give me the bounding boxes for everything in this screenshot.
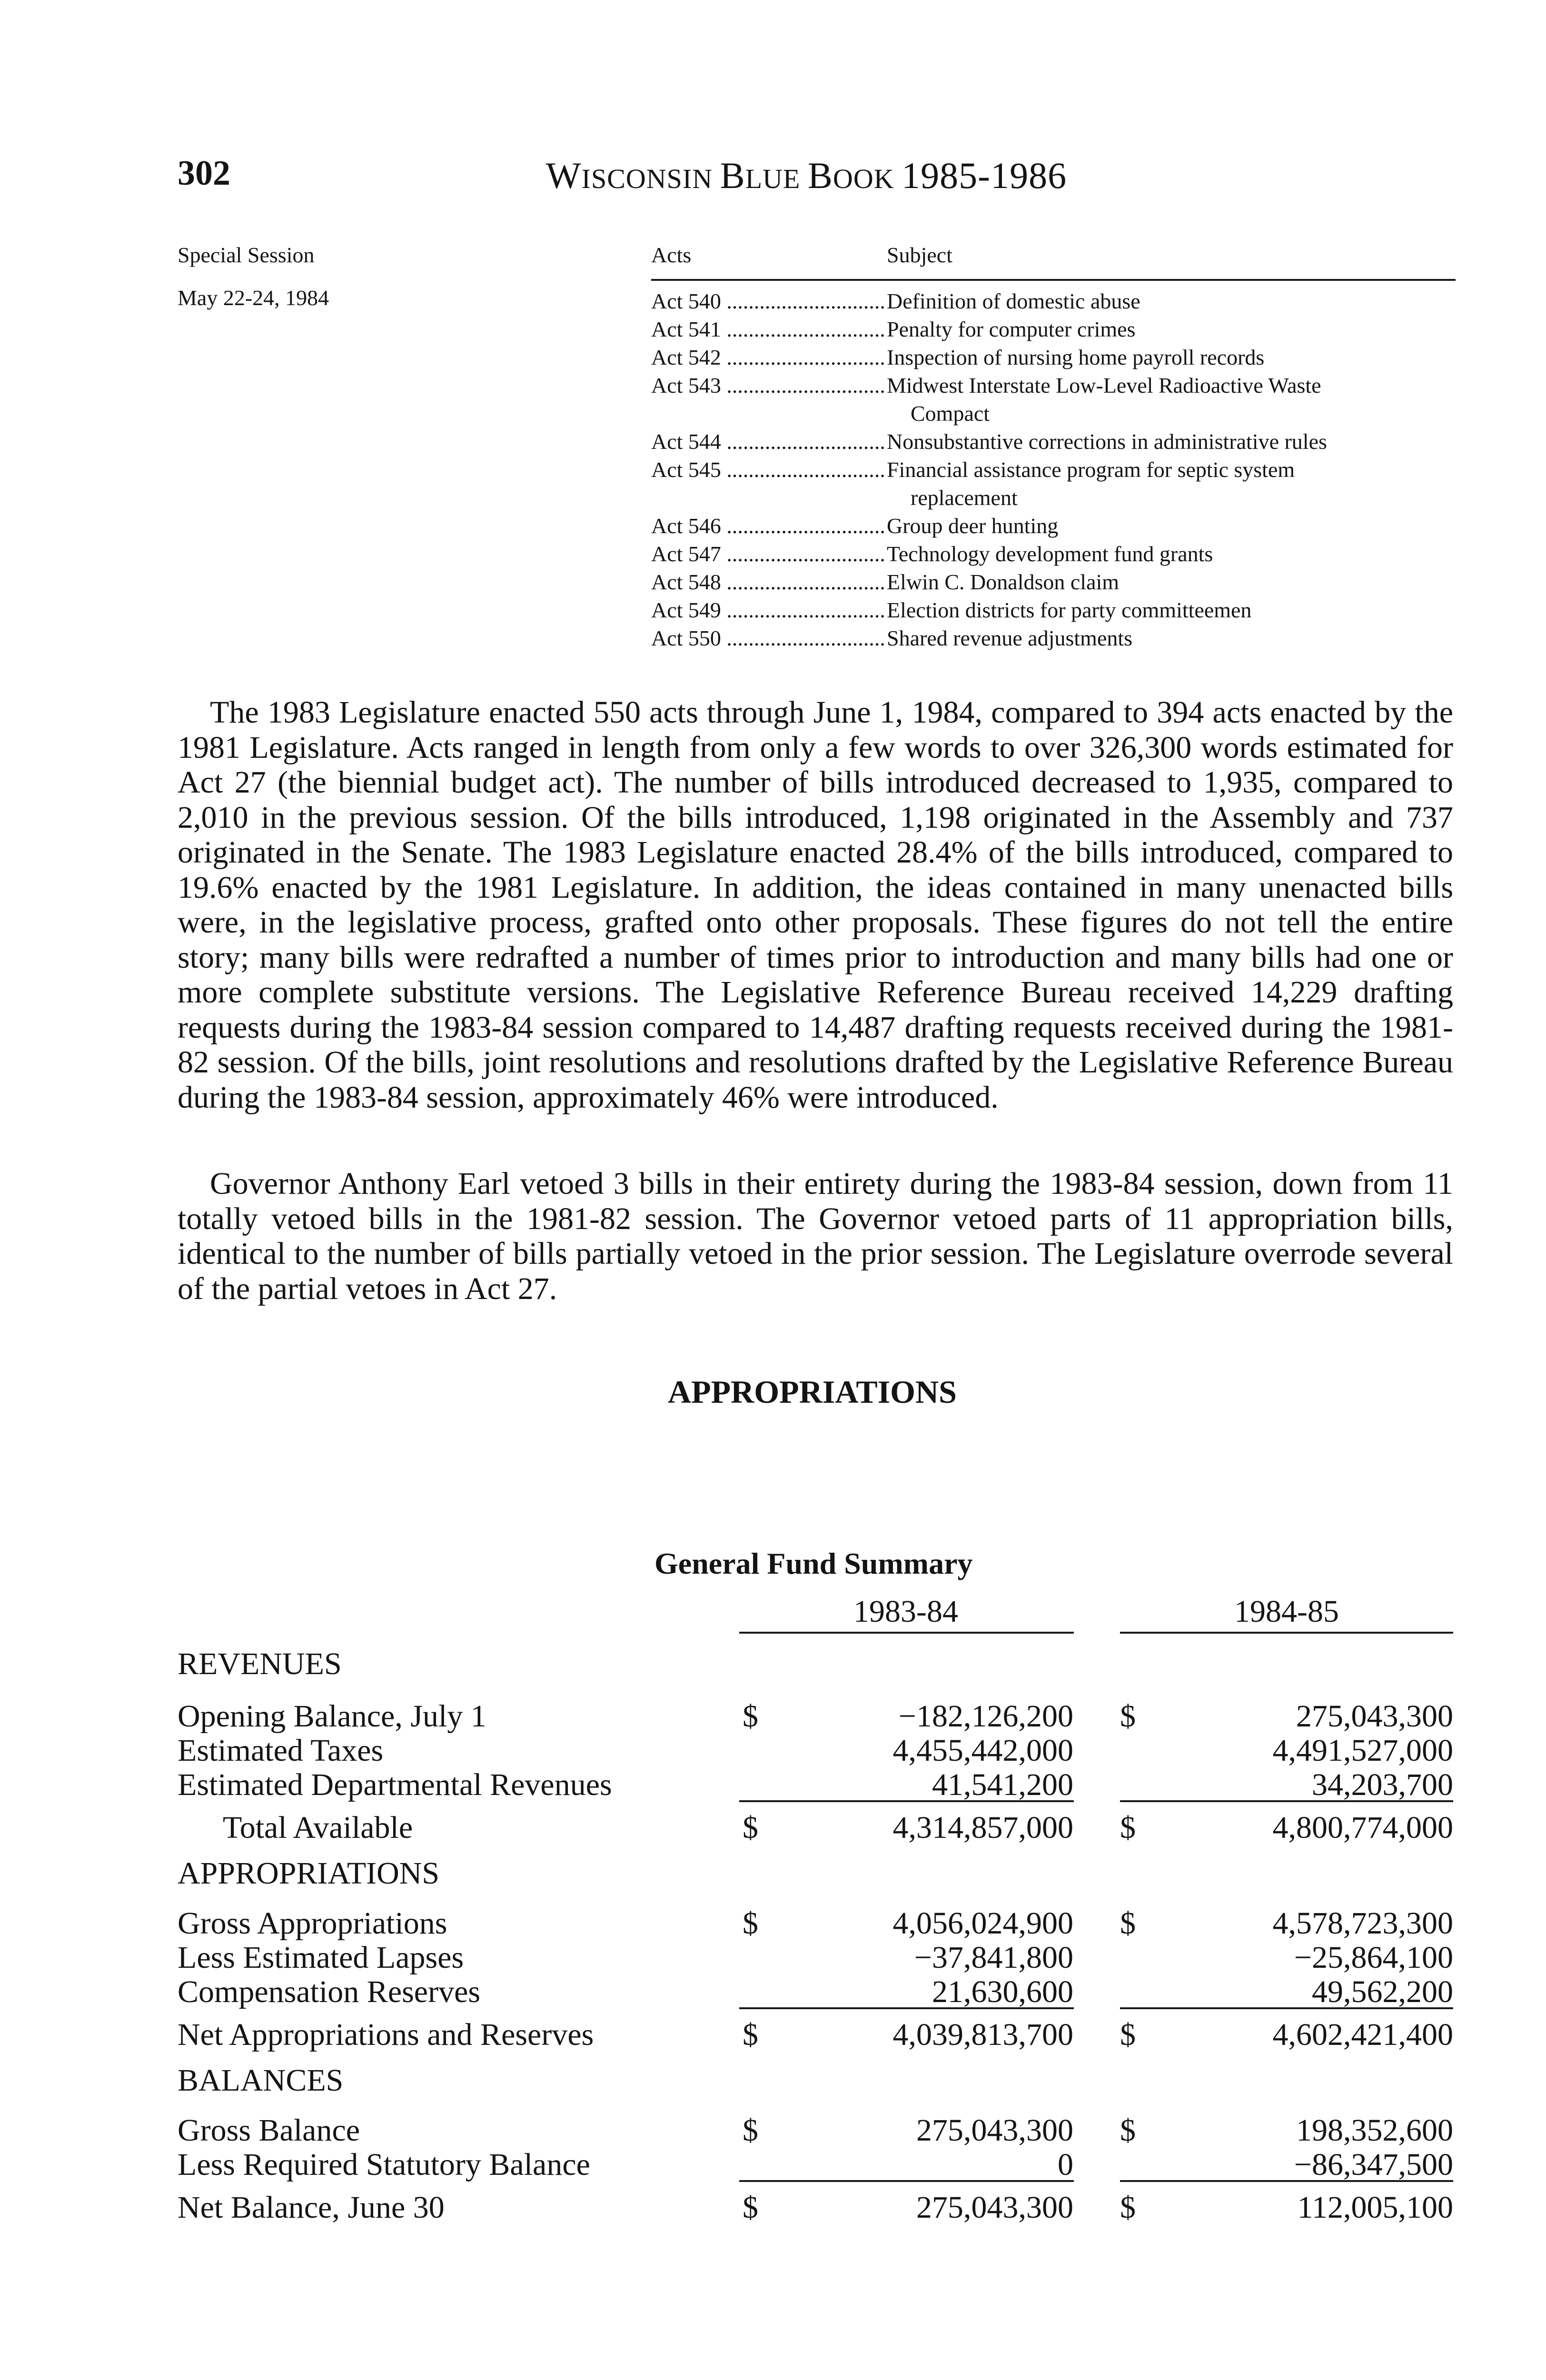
row-label: Total Available xyxy=(223,1810,413,1845)
column-rule xyxy=(739,1632,1074,1634)
subtotal-rule xyxy=(739,2180,1074,2182)
value-1984-85: 4,602,421,400 xyxy=(1272,2017,1453,2052)
act-row xyxy=(651,343,1456,371)
column-header-subject: Subject xyxy=(887,243,952,267)
act-row xyxy=(651,287,1456,315)
act-subject-text: Group deer hunting xyxy=(887,514,1059,538)
row-label: Net Appropriations and Reserves xyxy=(178,2017,594,2052)
act-subject xyxy=(887,287,1456,315)
act-row xyxy=(651,456,1456,512)
value-1984-85: 4,578,723,300 xyxy=(1272,1906,1453,1941)
acts-list xyxy=(651,287,1456,652)
value-1983-84: 4,455,442,000 xyxy=(892,1733,1073,1768)
value-1984-85: 4,800,774,000 xyxy=(1272,1810,1453,1845)
act-subject-text: Midwest Interstate Low-Level Radioactive Waste xyxy=(887,373,1321,397)
act-subject-text: Penalty for computer crimes xyxy=(887,317,1136,341)
act-subject xyxy=(887,371,1456,427)
body-paragraph: Governor Anthony Earl vetoed 3 bills in their entirety during the 1983-84 session, down from 11 totally vetoed bills in the 1981-82 session. The Governor vetoed parts of 11 appropriation bills, identical to the number of bills partially vetoed in the prior session. The Legislature overrode several of the partial vetoes in Act 27. xyxy=(178,1166,1453,1306)
currency-symbol: $ xyxy=(1120,2113,1136,2148)
section-heading: APPROPRIATIONS xyxy=(668,1374,957,1410)
row-label: Estimated Taxes xyxy=(178,1733,384,1768)
currency-symbol: $ xyxy=(1120,2017,1136,2052)
act-number: Act 541 ..... xyxy=(651,315,887,343)
value-1984-85: 49,562,200 xyxy=(1312,1974,1453,2009)
page-number: 302 xyxy=(178,154,230,193)
act-subject-text: Election districts for party committeemen xyxy=(887,598,1252,622)
currency-symbol: $ xyxy=(1120,1699,1136,1734)
running-head-smallcaps: ISCONSIN xyxy=(581,163,720,194)
value-1983-84: 275,043,300 xyxy=(916,2190,1073,2225)
act-subject-continuation: Compact xyxy=(911,401,990,426)
running-head-smallcaps: LUE xyxy=(745,163,808,194)
column-header-1983-84: 1983-84 xyxy=(853,1594,958,1629)
act-number: Act 543 ..... xyxy=(651,371,887,427)
currency-symbol: $ xyxy=(743,1699,758,1734)
section-label-appropriations: APPROPRIATIONS xyxy=(178,1856,440,1891)
row-label: Less Estimated Lapses xyxy=(178,1940,464,1975)
table-title: General Fund Summary xyxy=(654,1547,973,1580)
act-row xyxy=(651,596,1456,624)
act-subject xyxy=(887,343,1456,371)
running-head-year: 1985-1986 xyxy=(902,155,1067,196)
value-1983-84: −37,841,800 xyxy=(914,1940,1073,1975)
act-subject-text: Elwin C. Donaldson claim xyxy=(887,570,1120,594)
row-label: Estimated Departmental Revenues xyxy=(178,1767,612,1802)
value-1983-84: 4,314,857,000 xyxy=(892,1810,1073,1845)
act-subject-text: Definition of domestic abuse xyxy=(887,289,1140,313)
value-1983-84: 4,039,813,700 xyxy=(892,2017,1073,2052)
currency-symbol: $ xyxy=(743,2017,758,2052)
value-1983-84: 275,043,300 xyxy=(916,2113,1073,2148)
act-subject-text: Shared revenue adjustments xyxy=(887,626,1133,650)
act-subject xyxy=(887,427,1456,456)
act-row xyxy=(651,568,1456,596)
act-subject-continuation: replacement xyxy=(911,486,1018,510)
column-rule xyxy=(1120,1632,1453,1634)
running-head xyxy=(546,157,1067,194)
act-subject xyxy=(887,540,1456,568)
act-row xyxy=(651,540,1456,568)
act-row xyxy=(651,427,1456,456)
value-1984-85: 34,203,700 xyxy=(1312,1767,1453,1802)
subtotal-rule xyxy=(1120,2007,1453,2009)
value-1984-85: 112,005,100 xyxy=(1297,2190,1453,2225)
value-1983-84: 21,630,600 xyxy=(932,1974,1073,2009)
currency-symbol: $ xyxy=(743,1906,758,1941)
currency-symbol: $ xyxy=(743,1810,758,1845)
subtotal-rule xyxy=(739,1800,1074,1802)
running-head-smallcaps: OOK xyxy=(832,163,902,194)
act-subject xyxy=(887,624,1456,652)
act-row xyxy=(651,371,1456,427)
act-number: Act 546 ..... xyxy=(651,512,887,540)
act-number: Act 549 ..... xyxy=(651,596,887,624)
value-1983-84: 4,056,024,900 xyxy=(892,1906,1073,1941)
currency-symbol: $ xyxy=(1120,2190,1136,2225)
value-1983-84: −182,126,200 xyxy=(898,1699,1073,1734)
act-subject xyxy=(887,456,1456,512)
currency-symbol: $ xyxy=(1120,1810,1136,1845)
body-paragraph: The 1983 Legislature enacted 550 acts through June 1, 1984, compared to 394 acts enacted by the 1981 Legislature. Acts ranged in length from only a few words to over 326,300 words estimated for Act 27 (the biennial budget act). The number of bills introduced decreased to 1,935, compared to 2,010 in the previous session. Of the bills introduced, 1,198 originated in the Assembly and 737 originated in the Senate. The 1983 Legislature enacted 28.4% of the bills introduced, compared to 19.6% enacted by the 1981 Legislature. In addition, the ideas contained in many unenacted bills were, in the legislative process, grafted onto other proposals. These figures do not tell the entire story; many bills were redrafted a number of times prior to introduction and many bills had one or more complete substitute versions. The Legislative Reference Bureau received 14,229 drafting requests during the 1983-84 session compared to 14,487 drafting requests received during the 1981-82 session. Of the bills, joint resolutions and resolutions drafted by the Legislative Reference Bureau during the 1983-84 session, approximately 46% were introduced. xyxy=(178,695,1453,1115)
act-number: Act 545 ..... xyxy=(651,456,887,512)
act-subject xyxy=(887,596,1456,624)
row-label: Less Required Statutory Balance xyxy=(178,2147,590,2182)
act-row xyxy=(651,315,1456,343)
act-number: Act 540 ..... xyxy=(651,287,887,315)
row-label: Opening Balance, July 1 xyxy=(178,1699,486,1734)
value-1984-85: −25,864,100 xyxy=(1294,1940,1453,1975)
value-1984-85: 4,491,527,000 xyxy=(1272,1733,1453,1768)
column-header-session: Special Session xyxy=(178,243,315,267)
act-subject-text: Nonsubstantive corrections in administrative rules xyxy=(887,429,1327,454)
currency-symbol: $ xyxy=(1120,1906,1136,1941)
value-1983-84: 41,541,200 xyxy=(932,1767,1073,1802)
table-header-rule xyxy=(651,279,1456,281)
act-row xyxy=(651,624,1456,652)
column-header-1984-85: 1984-85 xyxy=(1234,1594,1339,1629)
section-label-revenues: REVENUES xyxy=(178,1646,342,1681)
running-head-initial: B xyxy=(807,155,833,196)
value-1984-85: −86,347,500 xyxy=(1294,2147,1453,2182)
act-subject-text: Technology development fund grants xyxy=(887,542,1213,566)
running-head-initial: W xyxy=(546,155,582,196)
act-subject-text: Financial assistance program for septic system xyxy=(887,457,1295,482)
running-head-initial: B xyxy=(720,155,745,196)
act-number: Act 547 ..... xyxy=(651,540,887,568)
value-1983-84: 0 xyxy=(1058,2147,1073,2182)
act-subject xyxy=(887,568,1456,596)
session-date: May 22-24, 1984 xyxy=(178,286,329,310)
act-number: Act 542 ..... xyxy=(651,343,887,371)
subtotal-rule xyxy=(739,2007,1074,2009)
value-1984-85: 275,043,300 xyxy=(1296,1699,1453,1734)
value-1984-85: 198,352,600 xyxy=(1296,2113,1453,2148)
act-number: Act 550 ..... xyxy=(651,624,887,652)
section-label-balances: BALANCES xyxy=(178,2063,344,2098)
act-subject xyxy=(887,512,1456,540)
act-number: Act 548 ..... xyxy=(651,568,887,596)
currency-symbol: $ xyxy=(743,2113,758,2148)
act-number: Act 544 ..... xyxy=(651,427,887,456)
subtotal-rule xyxy=(1120,2180,1453,2182)
subtotal-rule xyxy=(1120,1800,1453,1802)
row-label: Gross Appropriations xyxy=(178,1906,447,1941)
act-subject-text: Inspection of nursing home payroll records xyxy=(887,345,1265,369)
row-label: Net Balance, June 30 xyxy=(178,2190,445,2225)
act-row xyxy=(651,512,1456,540)
act-subject xyxy=(887,315,1456,343)
currency-symbol: $ xyxy=(743,2190,758,2225)
row-label: Compensation Reserves xyxy=(178,1974,481,2009)
column-header-acts: Acts xyxy=(651,243,692,267)
row-label: Gross Balance xyxy=(178,2113,360,2148)
